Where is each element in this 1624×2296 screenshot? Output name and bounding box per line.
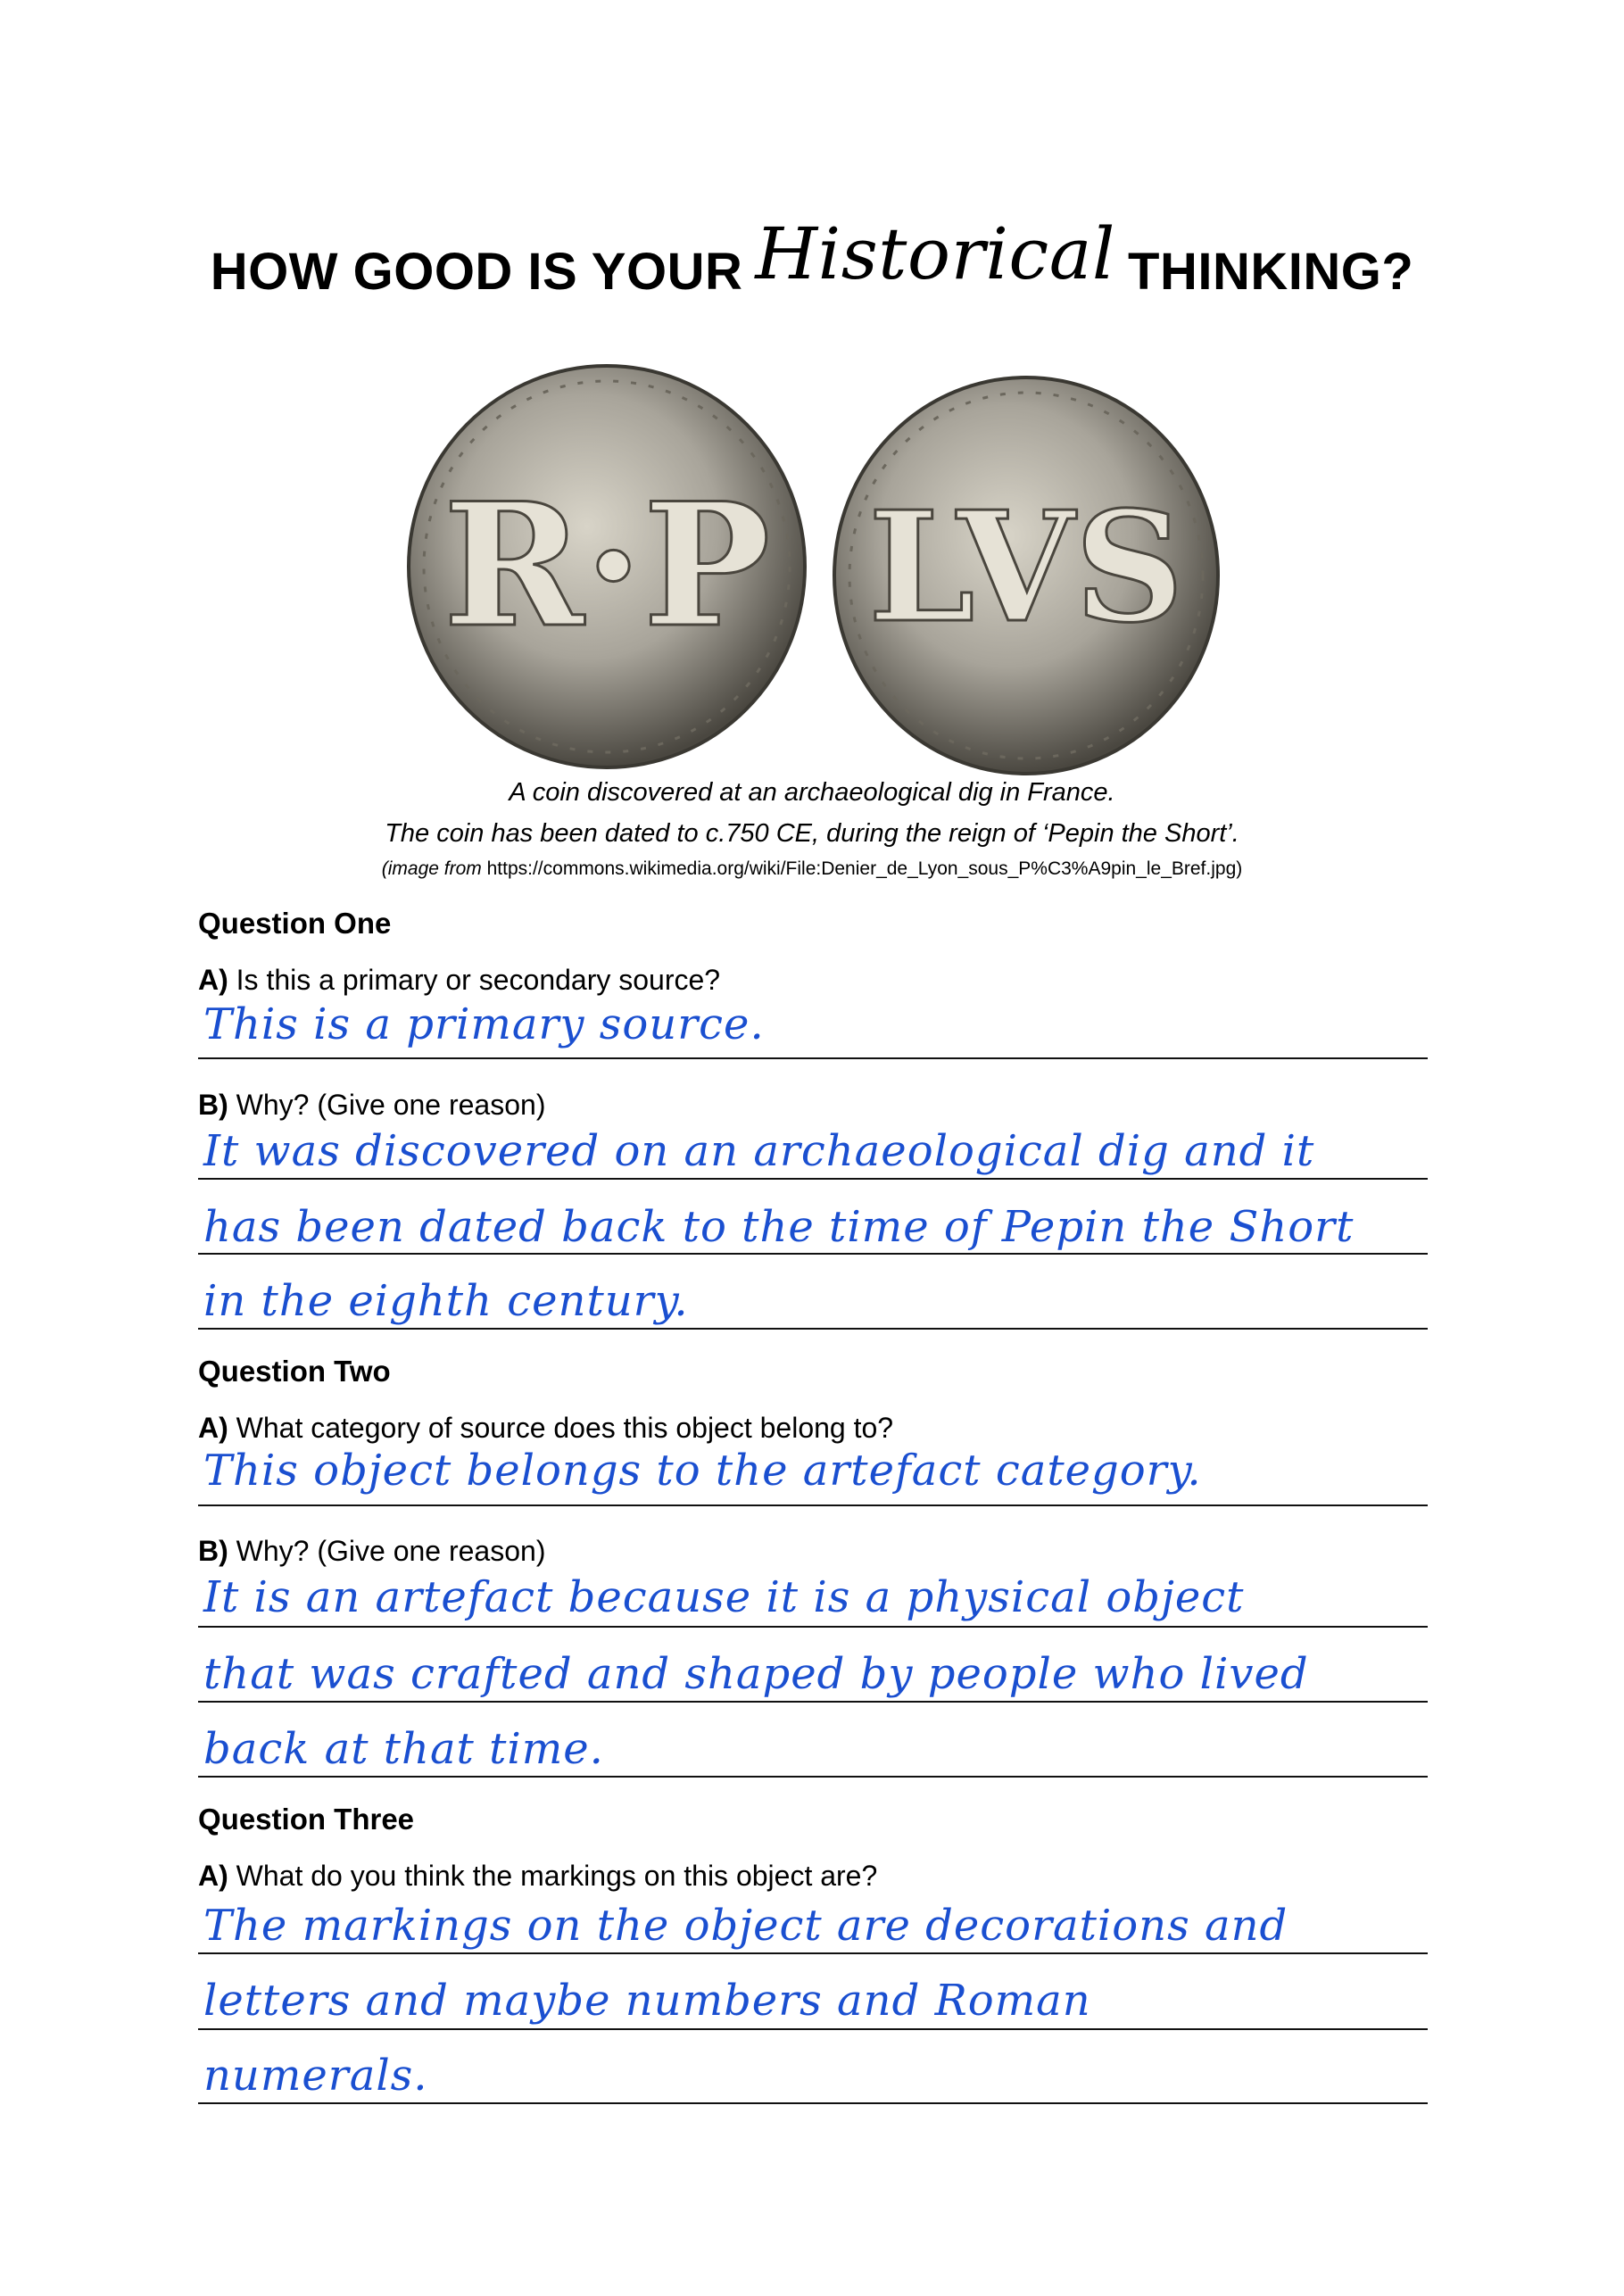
answer-rule xyxy=(198,2028,1428,2030)
q1b-answer-line-2: has been dated back to the time of Pepin the Short xyxy=(203,1202,1355,1252)
coin-obverse-letters: R·P xyxy=(443,466,771,665)
answer-rule xyxy=(198,1057,1428,1059)
answer-rule xyxy=(198,1253,1428,1255)
q1-part-a-prompt: A) Is this a primary or secondary source? xyxy=(198,964,721,996)
answer-rule xyxy=(198,1504,1428,1506)
q2b-answer-line-1: It is an artefact because it is a physical object xyxy=(203,1572,1245,1622)
coin-reverse-letters: LVS xyxy=(867,478,1185,657)
coin-photo xyxy=(402,361,1231,781)
q1-part-b-prompt: B) Why? (Give one reason) xyxy=(198,1089,546,1121)
answer-rule xyxy=(198,1328,1428,1330)
answer-rule xyxy=(198,1701,1428,1703)
title-script-word: Historical xyxy=(755,212,1116,295)
caption-line-2: The coin has been dated to c.750 CE, during the reign of ‘Pepin the Short’. xyxy=(385,819,1239,848)
q2-part-b-prompt: B) Why? (Give one reason) xyxy=(198,1535,546,1567)
question-three-heading: Question Three xyxy=(198,1803,415,1836)
caption-source-url: https://commons.wikimedia.org/wiki/File:Denier_de_Lyon_sous_P%C3%A9pin_le_Bref.jpg) xyxy=(486,858,1243,879)
q1a-answer-line-1: This is a primary source. xyxy=(203,999,765,1049)
question-one-heading: Question One xyxy=(198,907,392,940)
coin-obverse xyxy=(409,366,805,767)
q2a-answer-line-1: This object belongs to the artefact category. xyxy=(203,1446,1202,1496)
q3a-answer-line-1: The markings on the object are decorations and xyxy=(203,1901,1288,1951)
q2b-answer-line-2: that was crafted and shaped by people who lived xyxy=(203,1649,1309,1699)
answer-rule xyxy=(198,1178,1428,1180)
answer-rule xyxy=(198,2102,1428,2104)
q2b-answer-line-3: back at that time. xyxy=(203,1724,604,1774)
caption-line-1: A coin discovered at an archaeological dig in France. xyxy=(509,778,1115,807)
q3a-answer-line-3: numerals. xyxy=(203,2051,428,2101)
caption-source-lead: (image from xyxy=(381,858,482,879)
answer-rule xyxy=(198,1952,1428,1954)
q2-part-a-prompt: A) What category of source does this object belong to? xyxy=(198,1412,894,1444)
coin-reverse xyxy=(834,377,1218,774)
title-suffix: THINKING? xyxy=(1128,243,1414,301)
q1b-answer-line-1: It was discovered on an archaeological dig and it xyxy=(203,1126,1315,1176)
title-prefix: HOW GOOD IS YOUR xyxy=(210,243,743,301)
q3a-answer-line-2: letters and maybe numbers and Roman xyxy=(203,1976,1091,2026)
question-two-heading: Question Two xyxy=(198,1355,391,1388)
answer-rule xyxy=(198,1626,1428,1628)
q1b-answer-line-3: in the eighth century. xyxy=(203,1276,689,1326)
page-title xyxy=(0,212,1624,306)
q3-part-a-prompt: A) What do you think the markings on this object are? xyxy=(198,1860,878,1892)
answer-rule xyxy=(198,1776,1428,1778)
caption-source xyxy=(0,858,1624,880)
